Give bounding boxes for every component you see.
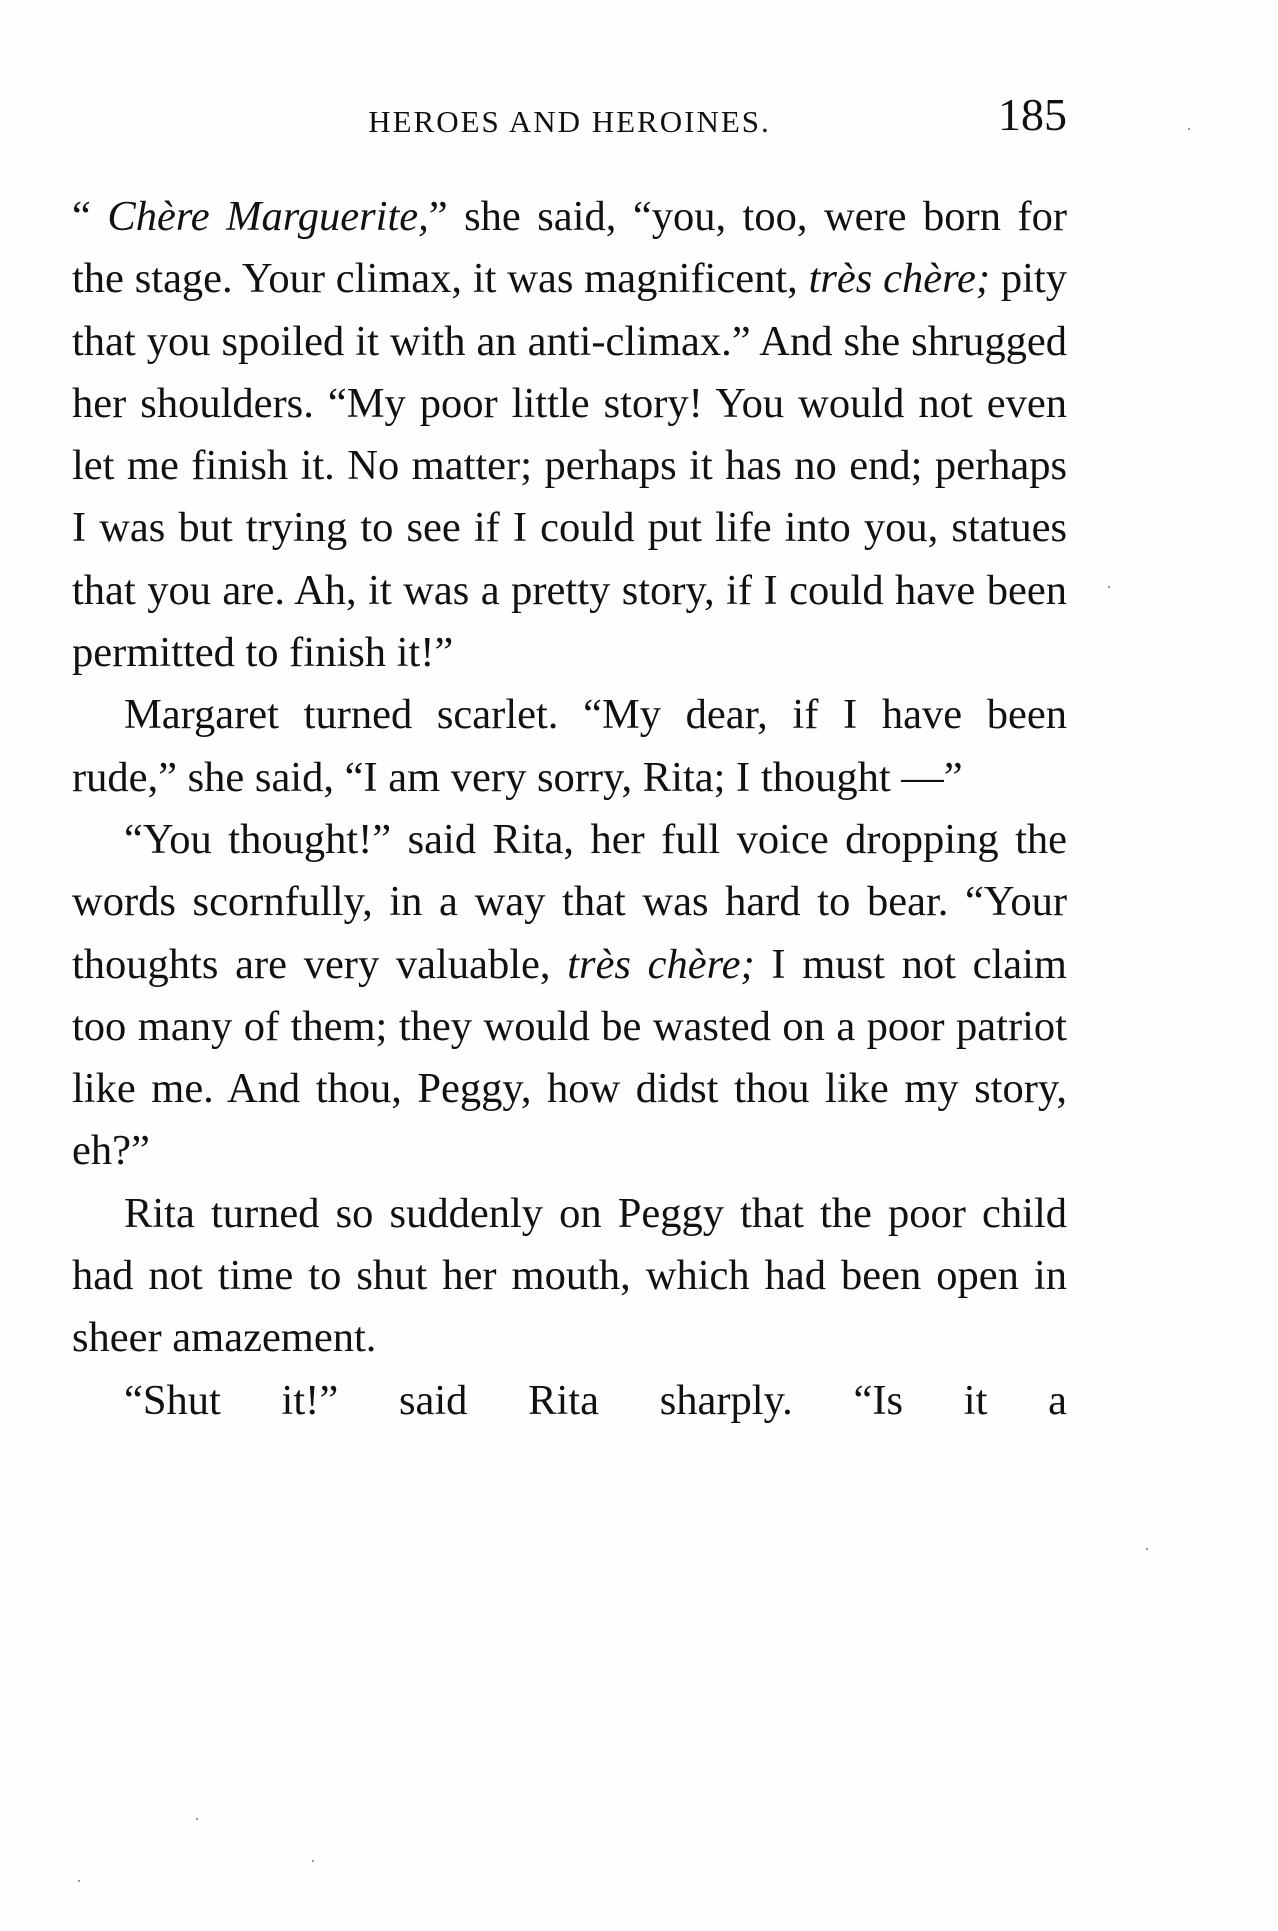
- paper-speck: [196, 1818, 198, 1820]
- page-number: 185: [998, 89, 1067, 140]
- text-segment: I must not claim too many of them; they would be wasted on a poor patriot like me. And thou, Peggy, how didst thou like my story, eh?”: [72, 940, 1067, 1175]
- paper-speck: [1146, 1548, 1148, 1550]
- italic-segment: Chère Marguerite,: [107, 193, 429, 240]
- text-segment: “Shut it!” said Rita sharply. “Is it a: [124, 1376, 1067, 1424]
- paragraph-1: [72, 186, 1067, 684]
- text-segment: Margaret turned scarlet. “My dear, if I have been rude,” she said, “I am very sorry, Rita; I thought —”: [72, 691, 1067, 801]
- paragraph-5: [72, 1370, 1067, 1432]
- text-segment: “: [72, 193, 108, 240]
- text-segment: “You thought!” said Rita, her full voice dropping the words scornfully, in a way that was hard to bear. “Your thoughts are very valuable,: [72, 815, 1067, 988]
- paragraph-2: [72, 684, 1067, 809]
- paper-speck: [1188, 128, 1190, 130]
- text-segment: pity that you spoiled it with an anti-climax.” And she shrugged her shoulders. “My poor little story! You would not even let me finish it. No matter; perhaps it has no end; perhaps I was but trying to see if I could put life into you, statues that you are. Ah, it was a pretty story, if I could have been permitted to finish it!”: [72, 255, 1067, 677]
- body-text: [72, 186, 1067, 1432]
- italic-segment: très chère;: [567, 940, 755, 988]
- text-segment: ” she said, “you, too, were born for the stage. Your climax, it was magnificent,: [72, 193, 1067, 303]
- paper-speck: [78, 1880, 80, 1882]
- paragraph-3: [72, 809, 1067, 1183]
- paper-speck: [1108, 586, 1110, 588]
- paragraph-4: [72, 1183, 1067, 1370]
- paper-speck: [312, 1860, 314, 1862]
- text-segment: Rita turned so suddenly on Peggy that the poor child had not time to shut her mouth, which had been open in sheer amazement.: [72, 1189, 1067, 1362]
- running-head: [72, 88, 1067, 148]
- running-title: HEROES AND HEROINES.: [368, 104, 771, 139]
- italic-segment: très chère;: [808, 255, 991, 303]
